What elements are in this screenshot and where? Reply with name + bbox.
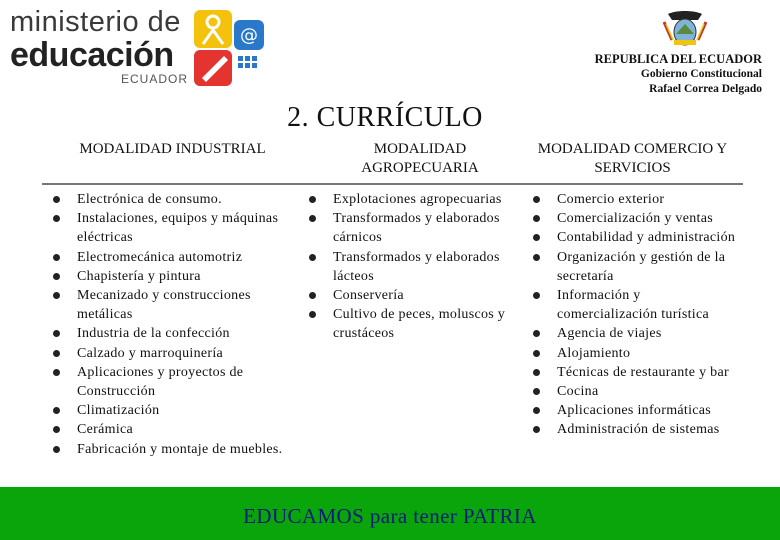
title-text: 2. CURRÍCULO [287, 102, 483, 133]
list-item [51, 440, 286, 459]
gov-line-2: Gobierno Constitucional [640, 68, 762, 80]
bullet-icon [53, 446, 60, 453]
divider-comercio [525, 183, 743, 185]
list-item [531, 401, 741, 420]
item-text: Aplicaciones informáticas [557, 403, 712, 419]
list-item [51, 324, 286, 343]
item-text: Información y comercialización turística [557, 288, 710, 323]
bullet-icon [533, 426, 540, 433]
item-text: Electromecánica automotriz [77, 249, 243, 265]
item-text: Mecanizado y construcciones metálicas [77, 288, 251, 323]
government-info [595, 52, 762, 97]
bullet-icon [533, 369, 540, 376]
item-text: Alojamiento [557, 345, 631, 361]
bullet-icon [53, 273, 60, 280]
bullet-icon [53, 407, 60, 414]
bullet-icon [53, 350, 60, 357]
item-text: Aplicaciones y proyectos de Construcción [77, 364, 244, 400]
divider-agropecuaria [300, 183, 525, 185]
bullet-icon [53, 196, 60, 203]
list-item [307, 190, 522, 209]
gov-line-3: Rafael Correa Delgado [649, 83, 762, 95]
list-item [51, 363, 286, 401]
heading-agropecuaria: MODALIDAD AGROPECUARIA [361, 141, 479, 176]
list-comercio [531, 190, 741, 440]
list-item [51, 420, 286, 439]
list-item [307, 209, 522, 247]
list-item [51, 267, 286, 286]
item-text: Instalaciones, equipos y máquinas eléctricas [77, 211, 279, 246]
item-text: Cocina [557, 384, 599, 400]
logo-line-2: educación [10, 36, 174, 74]
list-item [51, 344, 286, 363]
heading-comercio: MODALIDAD COMERCIO Y SERVICIOS [537, 141, 728, 176]
item-text: Explotaciones agropecuarias [333, 192, 502, 207]
list-item [307, 286, 522, 305]
item-text: Cultivo de peces, moluscos y crustáceos [333, 307, 506, 342]
footer-slogan: EDUCAMOS para tener PATRIA [243, 504, 537, 528]
bullet-icon [533, 388, 540, 395]
item-text: Electrónica de consumo. [77, 192, 222, 207]
list-item [51, 286, 286, 324]
list-item [51, 209, 286, 247]
list-item [531, 286, 741, 324]
ministry-logo [8, 6, 273, 90]
list-item [307, 305, 522, 343]
item-text: Agencia de viajes [557, 326, 662, 342]
divider-industrial [42, 183, 300, 185]
bullet-icon [533, 292, 540, 299]
svg-text:@: @ [240, 25, 258, 46]
list-item [531, 324, 741, 343]
item-text: Climatización [77, 403, 160, 419]
list-item [51, 401, 286, 420]
bullet-icon [533, 330, 540, 337]
item-text: Conservería [333, 288, 404, 304]
page-title [0, 102, 780, 134]
item-text: Transformados y elaborados cárnicos [333, 211, 500, 246]
item-text: Calzado y marroquinería [77, 345, 224, 361]
bullet-icon [309, 311, 316, 318]
list-item [531, 344, 741, 363]
item-text: Organización y gestión de la secretaría [557, 249, 726, 284]
bullet-icon [53, 215, 60, 222]
heading-industrial: MODALIDAD INDUSTRIAL [79, 141, 266, 157]
logo-line-1: ministerio de [10, 6, 181, 38]
list-item [531, 420, 741, 439]
bullet-icon [533, 196, 540, 203]
list-industrial [51, 190, 286, 459]
list-item [531, 190, 741, 209]
bullet-icon [309, 196, 316, 203]
list-item [51, 190, 286, 209]
bullet-icon [533, 234, 540, 241]
grid-icon [238, 56, 257, 68]
bullet-icon [53, 292, 60, 299]
bullet-icon [309, 292, 316, 299]
bullet-icon [533, 254, 540, 261]
bullet-icon [533, 350, 540, 357]
item-text: Chapistería y pintura [77, 268, 201, 284]
list-item [51, 248, 286, 267]
bullet-icon [53, 369, 60, 376]
list-item [531, 228, 741, 247]
list-agropecuaria [307, 190, 522, 344]
item-text: Comercialización y ventas [557, 211, 713, 227]
item-text: Cerámica [77, 422, 134, 438]
gov-line-1: REPUBLICA DEL ECUADOR [594, 52, 762, 66]
bullet-icon [309, 215, 316, 222]
item-text: Técnicas de restaurante y bar [557, 364, 729, 380]
bullet-icon [53, 330, 60, 337]
item-text: Fabricación y montaje de muebles. [77, 441, 283, 457]
list-item [531, 209, 741, 228]
bullet-icon [533, 407, 540, 414]
bullet-icon [533, 215, 540, 222]
item-text: Comercio exterior [557, 192, 665, 207]
item-text: Transformados y elaborados lácteos [333, 249, 500, 284]
item-text: Contabilidad y administración [557, 230, 736, 246]
bullet-icon [309, 254, 316, 261]
item-text: Industria de la confección [77, 326, 230, 342]
item-text: Administración de sistemas [557, 422, 720, 438]
list-item [531, 382, 741, 401]
bullet-icon [53, 254, 60, 261]
logo-icons [190, 6, 275, 90]
list-item [531, 363, 741, 382]
list-item [531, 248, 741, 286]
logo-line-3: ECUADOR [121, 72, 189, 86]
bullet-icon [53, 426, 60, 433]
coat-of-arms-icon [662, 10, 708, 50]
list-item [307, 248, 522, 286]
